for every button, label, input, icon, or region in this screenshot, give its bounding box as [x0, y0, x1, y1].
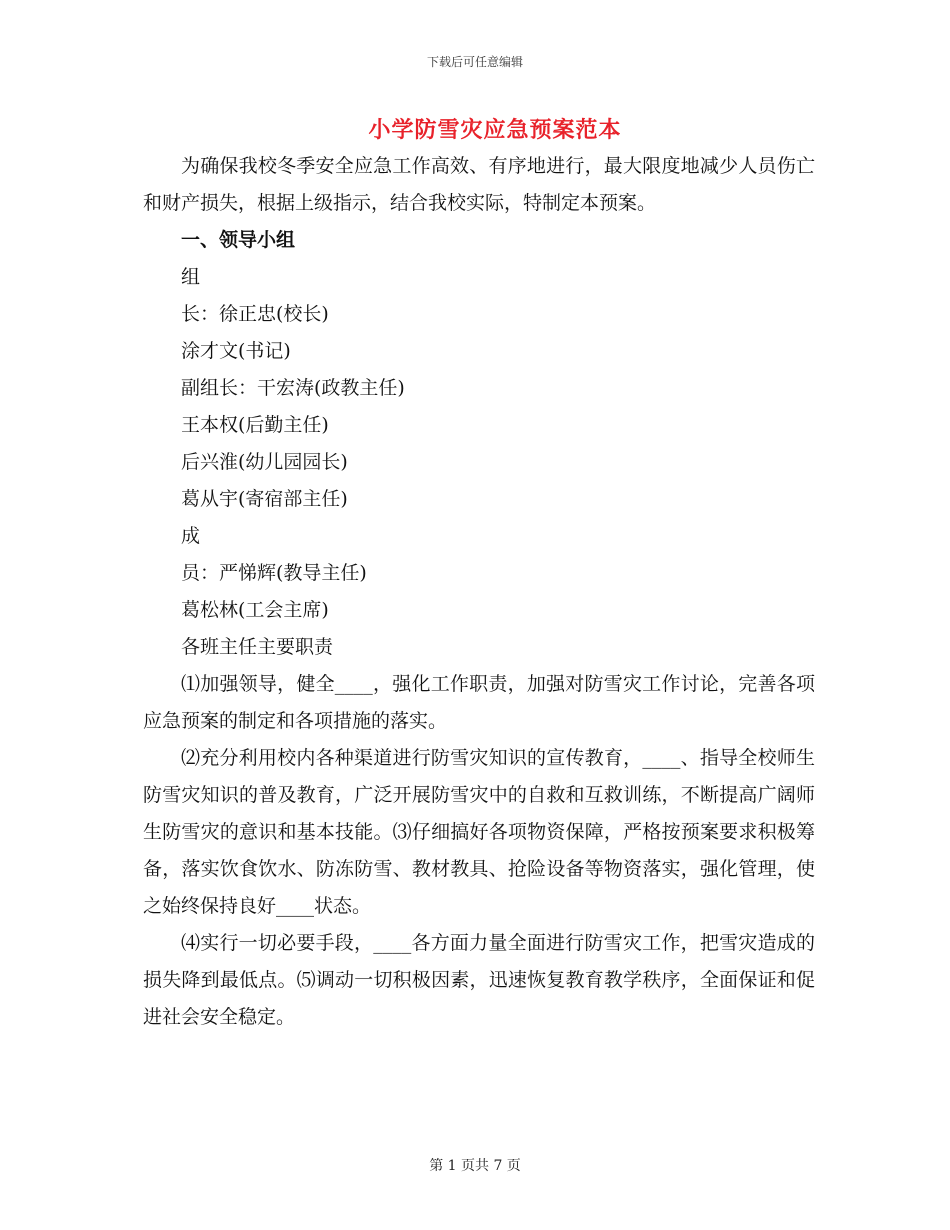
intro-paragraph: 为确保我校冬季安全应急工作高效、有序地进行，最大限度地减少人员伤亡和财产损失，根据上级指示，结合我校实际，特制定本预案。: [143, 155, 815, 214]
document-title: 小学防雪灾应急预案范本: [368, 118, 622, 143]
leadership-line: 涂才文(书记): [181, 340, 291, 362]
duties-heading-line: 各班主任主要职责: [181, 636, 334, 658]
leadership-line: 葛从宇(寄宿部主任): [181, 488, 348, 510]
leadership-line: 副组长：干宏涛(政教主任): [181, 377, 405, 399]
leadership-line: 葛松林(工会主席): [181, 599, 329, 621]
leadership-line: 成: [181, 525, 201, 547]
duty-paragraph-1: ⑴加强领导，健全____，强化工作职责，加强对防雪灾工作讨论，完善各项应急预案的制定和各项措施的落实。: [143, 673, 815, 732]
leadership-line: 长：徐正忠(校长): [181, 303, 329, 325]
leadership-line: 员：严悌辉(教导主任): [181, 562, 367, 584]
leadership-line: 后兴淮(幼儿园园长): [181, 451, 348, 473]
section-heading-leadership: 一、领导小组: [181, 229, 296, 251]
leadership-line: 王本权(后勤主任): [181, 414, 329, 436]
document-body: [143, 148, 815, 1036]
duty-paragraph-3: ⑷实行一切必要手段，____各方面力量全面进行防雪灾工作，把雪灾造成的损失降到最低点。⑸调动一切积极因素，迅速恢复教育教学秩序，全面保证和促进社会安全稳定。: [143, 932, 815, 1028]
page-footer: 第 1 页共 7 页: [429, 1158, 521, 1174]
leadership-line: 组: [181, 266, 201, 288]
header-note: 下载后可任意编辑: [426, 55, 523, 69]
duty-paragraph-2: ⑵充分利用校内各种渠道进行防雪灾知识的宣传教育，____、指导全校师生防雪灾知识的普及教育，广泛开展防雪灾中的自救和互救训练，不断提高广阔师生防雪灾的意识和基本技能。⑶仔细搞好各项物资保障，严格按预案要求积极筹备，落实饮食饮水、防冻防雪、教材教具、抢险设备等物资落实，强化管理，使之始终保持良好____状态。: [143, 747, 815, 917]
